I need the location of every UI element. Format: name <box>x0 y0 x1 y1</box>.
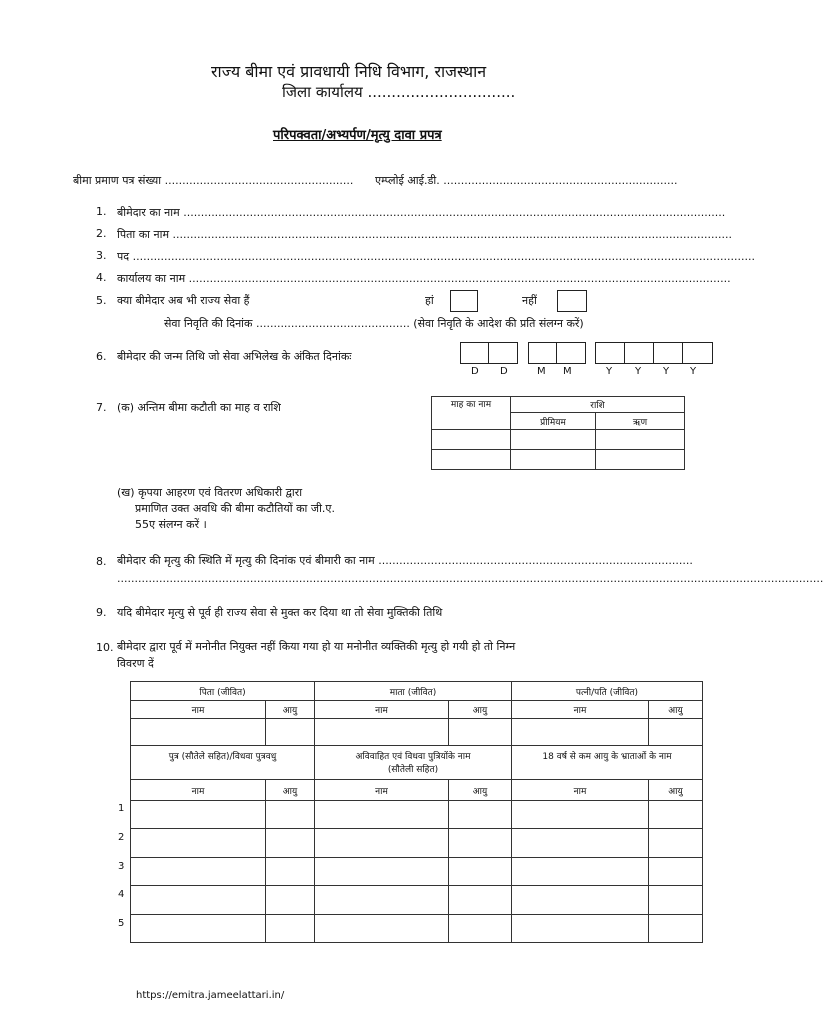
col-month-header: माह का नाम <box>432 397 511 430</box>
deduction-table <box>431 396 685 470</box>
date-box-m1[interactable] <box>528 342 558 364</box>
sub-premium-header: प्रीमियम <box>511 413 596 430</box>
table-cell[interactable] <box>131 886 266 915</box>
table-cell[interactable] <box>449 829 512 858</box>
date-box-m2[interactable] <box>556 342 586 364</box>
table-cell[interactable] <box>315 719 449 746</box>
name-header: नाम <box>131 780 266 801</box>
date-box-y4[interactable] <box>682 342 713 364</box>
item-number: 2. <box>96 227 107 240</box>
yes-label: हां <box>425 294 434 307</box>
name-header: नाम <box>512 701 649 719</box>
table-row <box>131 801 703 829</box>
date-box-y3[interactable] <box>653 342 684 364</box>
col-amount-header: राशि <box>511 397 685 413</box>
nominee-instruction-2: विवरण दें <box>117 657 154 670</box>
table-cell[interactable] <box>131 801 266 829</box>
office-name-field: कार्यालय का नाम ........................................................................................................................................................... <box>117 272 731 285</box>
age-header: आयु <box>449 780 512 801</box>
date-box-y2[interactable] <box>624 342 655 364</box>
table-cell[interactable] <box>266 801 315 829</box>
ddo-line-2: प्रमाणित उक्त अवधि की बीमा कटौतियों का जी.ए. <box>135 502 335 515</box>
table-cell[interactable] <box>432 430 511 450</box>
sub-loan-header: ऋण <box>596 413 685 430</box>
table-cell[interactable] <box>512 915 649 943</box>
designation-field: पद .................................................................................................................................................................................. <box>117 250 755 263</box>
age-header: आयु <box>649 701 703 719</box>
last-deduction-label: (क) अन्तिम बीमा कटौती का माह व राशि <box>117 401 281 414</box>
table-cell[interactable] <box>449 886 512 915</box>
table-cell[interactable] <box>432 450 511 470</box>
table-cell[interactable] <box>449 719 512 746</box>
table-cell[interactable] <box>266 719 315 746</box>
date-format-letter: Y <box>606 366 614 377</box>
item-number: 7. <box>96 401 107 414</box>
yes-checkbox[interactable] <box>450 290 478 312</box>
date-format-letter: D <box>471 366 480 377</box>
table-cell[interactable] <box>449 858 512 886</box>
table-row <box>131 915 703 943</box>
table-cell[interactable] <box>131 829 266 858</box>
birth-date-label: बीमेदार की जन्म तिथि जो सेवा अभिलेख के अंकित दिनांकः <box>117 350 352 363</box>
item-number: 4. <box>96 271 107 284</box>
date-format-letter: Y <box>663 366 671 377</box>
daughters-header-line2: (सौतेली सहित) <box>387 765 439 775</box>
item-number: 10. <box>96 641 114 654</box>
retirement-date-line: सेवा निवृति की दिनांक ............................................ (सेवा निवृति के आदेश की प्रति संलग्न करें) <box>164 317 584 330</box>
no-checkbox[interactable] <box>557 290 587 312</box>
name-header: नाम <box>315 701 449 719</box>
table-cell[interactable] <box>512 719 649 746</box>
item-number: 8. <box>96 555 107 568</box>
table-cell[interactable] <box>266 858 315 886</box>
table-cell[interactable] <box>512 801 649 829</box>
table-cell[interactable] <box>315 858 449 886</box>
mother-header: माता (जीवित) <box>315 682 512 701</box>
death-details-field: बीमेदार की मृत्यु की स्थिति में मृत्यु की दिनांक एवं बीमारी का नाम .......................................................................................... <box>117 554 693 567</box>
ddo-line-1: (ख) कृपया आहरण एवं वितरण अधिकारी द्वारा <box>117 486 303 499</box>
table-cell[interactable] <box>131 915 266 943</box>
item-number: 5. <box>96 294 107 307</box>
father-name-field: पिता का नाम ................................................................................................................................................................ <box>117 228 732 241</box>
table-cell[interactable] <box>649 915 703 943</box>
footer-url[interactable]: https://emitra.jameelattari.in/ <box>136 990 285 1001</box>
row-number: 1 <box>118 803 125 814</box>
row-number: 2 <box>118 832 125 843</box>
table-cell[interactable] <box>449 801 512 829</box>
family-table <box>130 681 703 943</box>
item-number: 1. <box>96 205 107 218</box>
table-cell[interactable] <box>649 719 703 746</box>
age-header: आयु <box>266 701 315 719</box>
ddo-line-3: 55ए संलग्न करें । <box>135 518 207 531</box>
row-number: 5 <box>118 918 125 929</box>
age-header: आयु <box>449 701 512 719</box>
name-header: नाम <box>131 701 266 719</box>
table-cell[interactable] <box>315 886 449 915</box>
department-title: राज्य बीमा एवं प्रावधायी निधि विभाग, राजस्थान <box>211 62 487 81</box>
sons-header: पुत्र (सौतेले सहित)/विधवा पुत्रवधु <box>131 746 315 780</box>
table-cell[interactable] <box>266 886 315 915</box>
table-cell[interactable] <box>266 829 315 858</box>
father-header: पिता (जीवित) <box>131 682 315 701</box>
date-format-letter: Y <box>635 366 643 377</box>
item-number: 9. <box>96 606 107 619</box>
table-cell[interactable] <box>266 915 315 943</box>
age-header: आयु <box>266 780 315 801</box>
spouse-header: पत्नी/पति (जीवित) <box>512 682 703 701</box>
date-box-y1[interactable] <box>595 342 626 364</box>
name-header: नाम <box>512 780 649 801</box>
item-number: 6. <box>96 350 107 363</box>
employee-id-label: एम्प्लोई आई.डी. ................................................................... <box>375 174 678 187</box>
date-box-d2[interactable] <box>488 342 518 364</box>
service-release-label: यदि बीमेदार मृत्यु से पूर्व ही राज्य सेवा से मुक्त कर दिया था तो सेवा मुक्तिकी तिथि <box>117 606 443 619</box>
table-cell[interactable] <box>512 886 649 915</box>
table-cell[interactable] <box>649 829 703 858</box>
insured-name-field: बीमेदार का नाम ........................................................................................................................................................... <box>117 206 726 219</box>
table-cell[interactable] <box>511 430 596 450</box>
date-box-d1[interactable] <box>460 342 490 364</box>
daughters-header <box>315 746 512 780</box>
table-row <box>131 858 703 886</box>
table-row <box>131 829 703 858</box>
table-cell[interactable] <box>449 915 512 943</box>
table-cell[interactable] <box>596 430 685 450</box>
row-number: 4 <box>118 889 125 900</box>
table-cell[interactable] <box>512 829 649 858</box>
item-number: 3. <box>96 249 107 262</box>
date-format-letter: Y <box>690 366 698 377</box>
table-cell[interactable] <box>649 858 703 886</box>
table-cell[interactable] <box>512 858 649 886</box>
death-details-continuation: .......................................................................................................................................................................................................... <box>117 572 823 585</box>
table-cell[interactable] <box>315 829 449 858</box>
district-office-line: जिला कार्यालय ............................... <box>282 83 516 101</box>
date-format-letter: M <box>537 366 547 377</box>
no-label: नहीं <box>522 294 537 307</box>
table-cell[interactable] <box>649 801 703 829</box>
brothers-header: 18 वर्ष से कम आयु के भ्राताओं के नाम <box>512 746 703 780</box>
daughters-header-line1: अविवाहित एवं विधवा पुत्रियोंके नाम <box>355 752 471 762</box>
table-row <box>131 886 703 915</box>
policy-number-label: बीमा प्रमाण पत्र संख्या ...................................................... <box>73 174 354 187</box>
table-cell[interactable] <box>315 915 449 943</box>
table-cell[interactable] <box>596 450 685 470</box>
nominee-instruction-1: बीमेदार द्वारा पूर्व में मनोनीत नियुक्त नहीं किया गया हो या मनोनीत व्यक्तिकी मृत्यु हो गयी हो तो निम्न <box>117 640 516 653</box>
date-format-letter: M <box>563 366 573 377</box>
name-header: नाम <box>315 780 449 801</box>
table-cell[interactable] <box>315 801 449 829</box>
table-cell[interactable] <box>511 450 596 470</box>
table-cell[interactable] <box>131 719 266 746</box>
in-service-question: क्या बीमेदार अब भी राज्य सेवा हैं <box>117 294 250 307</box>
table-cell[interactable] <box>131 858 266 886</box>
table-cell[interactable] <box>649 886 703 915</box>
row-number: 3 <box>118 861 125 872</box>
date-format-letter: D <box>500 366 509 377</box>
age-header: आयु <box>649 780 703 801</box>
form-title: परिपक्वता/अभ्यर्पण/मृत्यु दावा प्रपत्र <box>273 128 442 143</box>
